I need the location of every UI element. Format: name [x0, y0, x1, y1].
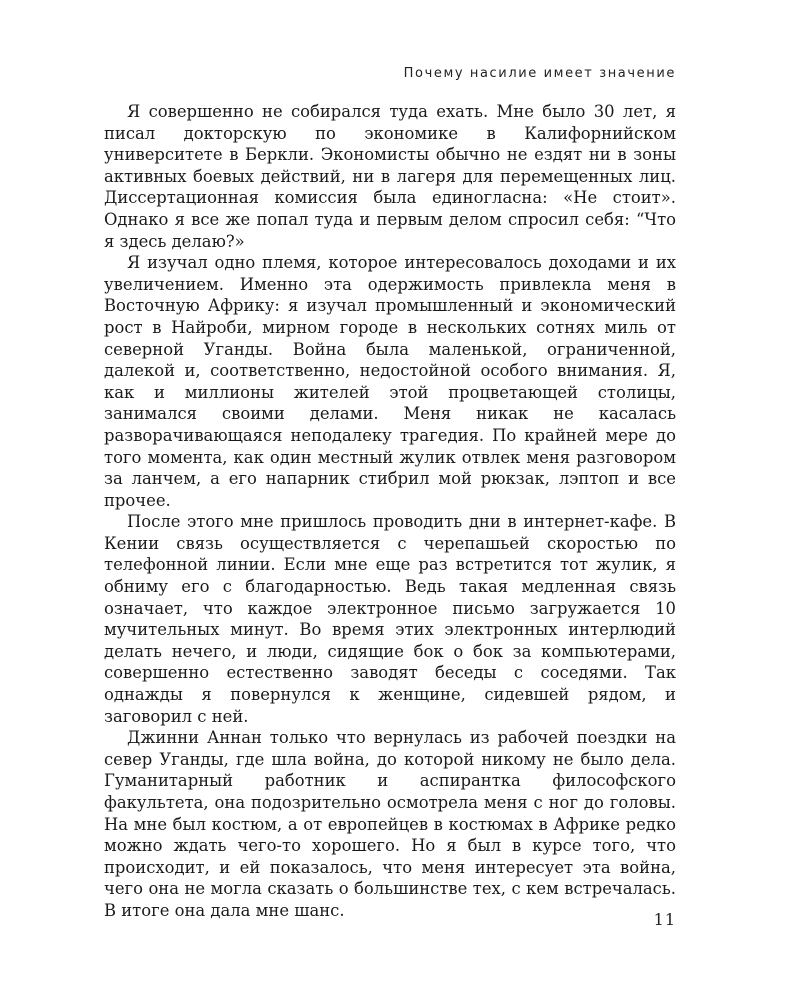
body-text [104, 101, 676, 922]
paragraph-3: После этого мне пришлось проводить дни в интернет-кафе. В Кении связь осуществляется с черепашьей скоростью по телефонной линии. Если мне еще раз встретится тот жулик, я обниму его с благодарностью. Ведь такая медленная связь означает, что каждое электронное письмо загружается 10 мучительных минут. Во время этих электронных интерлюдий делать нечего, и люди, сидящие бок о бок за компьютерами, совершенно естественно заводят беседы с соседями. Так однажды я повернулся к женщине, сидевшей рядом, и заговорил с ней. [104, 512, 676, 726]
paragraph-4: Джинни Аннан только что вернулась из рабочей поездки на север Уганды, где шла война, до которой никому не было дела. Гуманитарный работник и аспирантка философского факультета, она подозрительно осмотрела меня с ног до головы. На мне был костюм, а от европейцев в костюмах в Африке редко можно ждать чего-то хорошего. Но я был в курсе того, что происходит, и ей показалось, что меня интересует эта война, чего она не могла сказать о большинстве тех, с кем встречалась. В итоге она дала мне шанс. [104, 728, 676, 920]
running-head-title: Почему насилие имеет значение [403, 66, 676, 81]
page-number: 11 [653, 910, 676, 929]
paragraph-1: Я совершенно не собирался туда ехать. Мне было 30 лет, я писал докторскую по экономике в Калифорнийском университете в Беркли. Экономисты обычно не ездят ни в зоны активных боевых действий, ни в лагеря для перемещенных лиц. Диссертационная комиссия была единогласна: «Не стоит». Однако я все же попал туда и первым делом спросил себя: “Что я здесь делаю?» [104, 102, 676, 251]
paragraph-2: Я изучал одно племя, которое интересовалось доходами и их увеличением. Именно эта одержимость привлекла меня в Восточную Африку: я изучал промышленный и экономический рост в Найроби, мирном городе в нескольких сотнях миль от северной Уганды. Война была маленькой, ограниченной, далекой и, соответственно, недостойной особого внимания. Я, как и миллионы жителей этой процветающей столицы, занимался своими делами. Меня никак не касалась разворачивающаяся неподалеку трагедия. По крайней мере до того момента, как один местный жулик отвлек меня разговором за ланчем, а его напарник стибрил мой рюкзак, лэптоп и все прочее. [104, 253, 676, 510]
